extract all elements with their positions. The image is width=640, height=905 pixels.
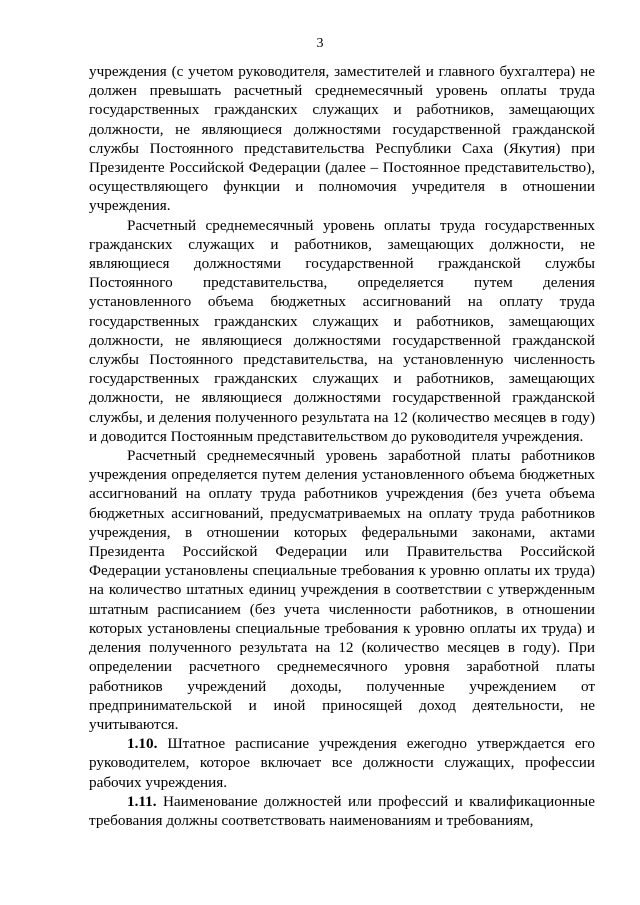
clause-1-11 xyxy=(89,792,595,830)
document-body xyxy=(89,62,595,830)
page-number: 3 xyxy=(316,36,324,51)
clause-text: Штатное расписание учреждения ежегодно утверждается его руководителем, которое включает все должности служащих, профессии рабочих учреждения. xyxy=(89,735,596,791)
clause-number: 1.10. xyxy=(127,735,158,753)
clause-number: 1.11. xyxy=(127,792,157,810)
paragraph-salary-level-civil-servants xyxy=(89,216,595,446)
paragraph-text: Расчетный среднемесячный уровень заработной платы работников учреждения определяется путем деления установленного объема бюджетных ассигнований на оплату труда работников учреждения (без учета объема бюджетных ассигнований, предусматриваемых на оплату труда работников учреждения, в отношении которых федеральными законами, актами Президента Российской Федерации или Правительства Российской Федерации установлены специальные требования к уровню оплаты их труда) на количество штатных единиц учреждения в соответствии с утвержденным штатным расписанием (без учета численности работников, в отношении которых установлены специальные требования к уровню оплаты их труда) и деления полученного результата на 12 (количество месяцев в году). При определении расчетного среднемесячного уровня заработной платы работников учреждений доходы, полученные учреждением от предпринимательской и иной приносящей доход деятельности, не учитываются. xyxy=(89,447,595,733)
paragraph-text: Расчетный среднемесячный уровень оплаты труда государственных гражданских служащих и работников, замещающих должности, не являющиеся должностями государственной гражданской службы Постоянного представительства, определяется путем деления установленного объема бюджетных ассигнований на оплату труда государственных гражданских служащих и работников, замещающих должности, не являющиеся должностями государственной гражданской службы Постоянного представительства, на установленную численность государственных гражданских служащих и работников, замещающих должности, не являющиеся должностями государственной гражданской службы, и деления полученного результата на 12 (количество месяцев в году) и доводится Постоянным представительством до руководителя учреждения. xyxy=(89,216,595,445)
clause-1-10 xyxy=(89,734,595,792)
paragraph-salary-level-employees xyxy=(89,446,595,734)
paragraph-text: учреждения (с учетом руководителя, заместителей и главного бухгалтера) не должен превышать расчетный среднемесячный уровень оплаты труда государственных гражданских служащих и работников, замещающих должности, не являющиеся должностями государственной гражданской службы Постоянного представительства Республики Саха (Якутия) при Президенте Российской Федерации (далее – Постоянное представительство), осуществляющего функции и полномочия учредителя в отношении учреждения. xyxy=(89,63,595,215)
paragraph-continuation xyxy=(89,62,595,216)
clause-text: Наименование должностей или профессий и квалификационные требования должны соответствовать наименованиям и требованиям, xyxy=(89,792,595,829)
